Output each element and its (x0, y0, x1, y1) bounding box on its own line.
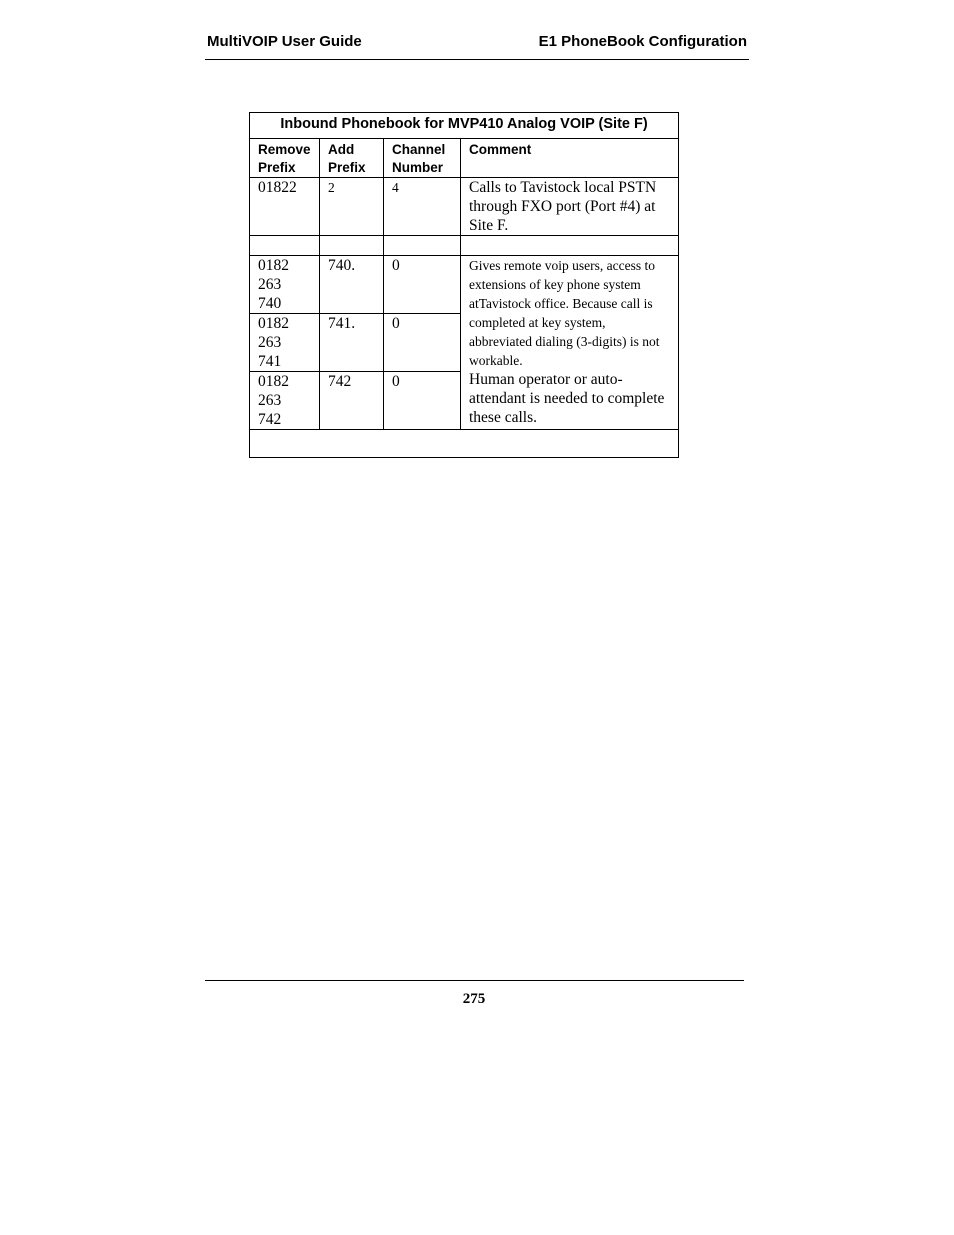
cell-remove-prefix: 01822 (250, 178, 320, 236)
cell-comment-merged (461, 256, 679, 430)
table-title: Inbound Phonebook for MVP410 Analog VOIP (Site F) (250, 113, 679, 139)
table-title-row (250, 113, 679, 139)
prefix-part: 263 (258, 392, 282, 409)
cell-add-prefix: 740. (320, 256, 384, 314)
comment-small-text: Gives remote voip users, access to extensions of key phone system atTavistock office. Because call is completed at key system, abbreviated dialing (3-digits) is not workable. (469, 258, 660, 368)
running-header-title: MultiVOIP User Guide (207, 33, 362, 50)
prefix-part: 741 (258, 353, 282, 370)
column-header-remove-prefix (250, 139, 320, 178)
column-header-channel-number (384, 139, 461, 178)
column-header-line: Channel (392, 142, 446, 157)
prefix-part: 0182 (258, 257, 289, 274)
column-header-line: Prefix (328, 160, 366, 175)
page-number: 275 (462, 991, 486, 1007)
cell-add-prefix: 2 (320, 178, 384, 236)
cell-channel-number: 4 (384, 178, 461, 236)
prefix-part: 0182 (258, 373, 289, 390)
table-header-row (250, 139, 679, 178)
prefix-part: 263 (258, 334, 282, 351)
table-row (250, 178, 679, 236)
cell-add-prefix: 742 (320, 372, 384, 430)
empty-cell (320, 236, 384, 256)
empty-cell (461, 236, 679, 256)
cell-comment: Calls to Tavistock local PSTN through FXO port (Port #4) at Site F. (461, 178, 679, 236)
empty-cell (384, 236, 461, 256)
column-header-comment: Comment (461, 139, 679, 178)
empty-cell (250, 236, 320, 256)
column-header-line: Prefix (258, 160, 296, 175)
prefix-part: 263 (258, 276, 282, 293)
column-header-add-prefix (320, 139, 384, 178)
column-header-line: Number (392, 160, 444, 175)
empty-cell (250, 430, 679, 458)
prefix-part: 0182 (258, 315, 289, 332)
cell-remove-prefix (250, 372, 320, 430)
inbound-phonebook-table (249, 112, 679, 458)
running-header-section: E1 PhoneBook Configuration (538, 33, 747, 50)
cell-remove-prefix (250, 256, 320, 314)
prefix-part: 742 (258, 411, 282, 428)
table-row-empty (250, 236, 679, 256)
prefix-part: 740 (258, 295, 282, 312)
cell-channel-number: 0 (384, 256, 461, 314)
table-row (250, 256, 679, 314)
footer-rule (205, 980, 744, 981)
cell-remove-prefix (250, 314, 320, 372)
table-row-empty (250, 430, 679, 458)
header-rule (205, 59, 749, 60)
column-header-line: Remove (258, 142, 311, 157)
cell-channel-number: 0 (384, 372, 461, 430)
comment-normal-text: Human operator or auto-attendant is needed to complete these calls. (469, 371, 665, 426)
cell-add-prefix: 741. (320, 314, 384, 372)
cell-channel-number: 0 (384, 314, 461, 372)
column-header-line: Add (328, 142, 355, 157)
